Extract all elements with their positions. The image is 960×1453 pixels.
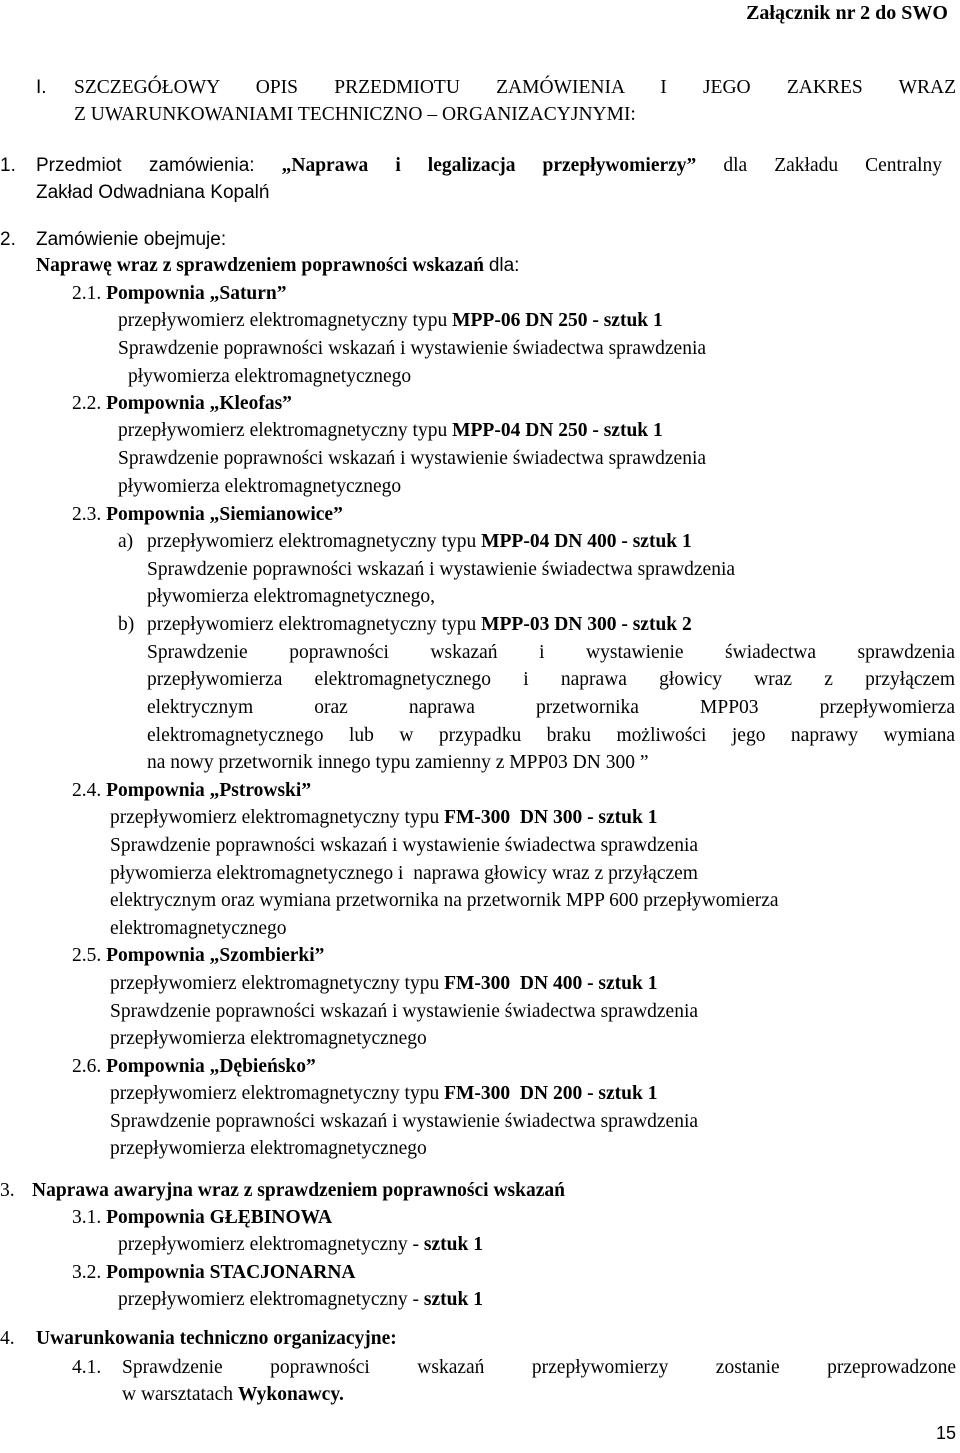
item-2-4-desc-3: elektrycznym oraz wymiana przetwornika na przetwornik MPP 600 przepływomierza (110, 890, 779, 911)
section-4-title: Uwarunkowania techniczno organizacyjne: (36, 1328, 397, 1349)
item-2-5-heading: 2.5. Pompownia „Szombierki” (72, 945, 325, 966)
item-2-3-b-desc-2: przepływomierza elektromagnetycznego i naprawa głowicy wraz z przyłączem (147, 669, 955, 690)
section-1-number: 1. (0, 155, 16, 176)
item-2-1-device: przepływomierz elektromagnetyczny typu MPP-06 DN 250 - sztuk 1 (118, 310, 663, 331)
section-4-number: 4. (0, 1328, 15, 1349)
item-2-3-b-desc-3: elektrycznym oraz naprawa przetwornika MPP03 przepływomierza (147, 697, 955, 718)
item-3-2-heading: 3.2. Pompownia STACJONARNA (72, 1262, 356, 1283)
heading-line-1: SZCZEGÓŁOWY OPIS PRZEDMIOTU ZAMÓWIENIA I JEGO ZAKRES WRAZ (74, 77, 956, 98)
item-2-3-a-device: przepływomierz elektromagnetyczny typu MPP-04 DN 400 - sztuk 1 (147, 531, 692, 552)
item-2-3-b-desc-4: elektromagnetycznego lub w przypadku braku możliwości jego naprawy wymiana (147, 725, 955, 746)
item-2-3-b-desc-5: na nowy przetwornik innego typu zamienny z MPP03 DN 300 ” (147, 752, 649, 773)
item-2-3-a-desc-1: Sprawdzenie poprawności wskazań i wystawienie świadectwa sprawdzenia (147, 559, 736, 580)
item-2-4-device: przepływomierz elektromagnetyczny typu FM-300 DN 300 - sztuk 1 (110, 807, 658, 828)
heading-number: I. (36, 77, 47, 98)
item-2-6-desc-1: Sprawdzenie poprawności wskazań i wystawienie świadectwa sprawdzenia (110, 1111, 699, 1132)
annex-label: Załącznik nr 2 do SWO (746, 2, 948, 24)
section-1-line-1: Przedmiot zamówienia: „Naprawa i legalizacja przepływomierzy” dla Zakładu Centralny (36, 155, 943, 176)
heading-line-2: Z UWARUNKOWANIAMI TECHNICZNO – ORGANIZACYJNYMI: (74, 104, 636, 125)
item-2-6-desc-2: przepływomierza elektromagnetycznego (110, 1138, 427, 1159)
item-4-1-number: 4.1. (72, 1357, 102, 1378)
section-1-line-2: Zakład Odwadniana Kopalń (36, 182, 270, 203)
item-2-1-desc-2: pływomierza elektromagnetycznego (128, 366, 412, 387)
item-2-3-b-desc-1: Sprawdzenie poprawności wskazań i wystawienie świadectwa sprawdzenia (147, 642, 955, 663)
page-number: 15 (935, 1423, 956, 1443)
item-2-5-desc-2: przepływomierza elektromagnetycznego (110, 1028, 427, 1049)
item-4-1-text-2: w warsztatach Wykonawcy. (122, 1384, 344, 1405)
item-2-3-heading: 2.3. Pompownia „Siemianowice” (72, 504, 343, 525)
item-2-5-device: przepływomierz elektromagnetyczny typu FM-300 DN 400 - sztuk 1 (110, 973, 658, 994)
item-2-5-desc-1: Sprawdzenie poprawności wskazań i wystawienie świadectwa sprawdzenia (110, 1001, 699, 1022)
item-2-6-heading: 2.6. Pompownia „Dębieńsko” (72, 1056, 316, 1077)
item-2-4-desc-4: elektromagnetycznego (110, 918, 287, 939)
item-2-3-b-device: przepływomierz elektromagnetyczny typu MPP-03 DN 300 - sztuk 2 (147, 614, 692, 635)
item-2-3-a-desc-2: pływomierza elektromagnetycznego, (147, 586, 436, 607)
item-3-1-device: przepływomierz elektromagnetyczny - sztuk 1 (118, 1234, 483, 1255)
section-2-subtitle: Naprawę wraz z sprawdzeniem poprawności wskazań dla: (36, 255, 520, 276)
item-2-2-device: przepływomierz elektromagnetyczny typu MPP-04 DN 250 - sztuk 1 (118, 420, 663, 441)
item-3-1-heading: 3.1. Pompownia GŁĘBINOWA (72, 1207, 333, 1228)
item-2-3-a-label: a) (118, 531, 134, 552)
item-2-4-desc-1: Sprawdzenie poprawności wskazań i wystawienie świadectwa sprawdzenia (110, 835, 699, 856)
section-3-number: 3. (0, 1180, 15, 1201)
item-2-3-b-label: b) (118, 614, 135, 635)
item-2-1-heading: 2.1. Pompownia „Saturn” (72, 283, 287, 304)
item-2-6-device: przepływomierz elektromagnetyczny typu FM-300 DN 200 - sztuk 1 (110, 1083, 658, 1104)
section-3-title: Naprawa awaryjna wraz z sprawdzeniem poprawności wskazań (32, 1180, 565, 1201)
item-3-2-device: przepływomierz elektromagnetyczny - sztuk 1 (118, 1289, 483, 1310)
item-2-4-heading: 2.4. Pompownia „Pstrowski” (72, 780, 312, 801)
item-2-2-heading: 2.2. Pompownia „Kleofas” (72, 393, 292, 414)
item-2-1-desc-1: Sprawdzenie poprawności wskazań i wystawienie świadectwa sprawdzenia (118, 338, 707, 359)
item-2-2-desc-2: pływomierza elektromagnetycznego (118, 476, 402, 497)
item-2-4-desc-2: pływomierza elektromagnetycznego i naprawa głowicy wraz z przyłączem (110, 863, 698, 884)
item-2-2-desc-1: Sprawdzenie poprawności wskazań i wystawienie świadectwa sprawdzenia (118, 448, 707, 469)
section-2-title: Zamówienie obejmuje: (36, 229, 227, 250)
section-2-number: 2. (0, 229, 16, 250)
item-4-1-text-1: Sprawdzenie poprawności wskazań przepływomierzy zostanie przeprowadzone (122, 1357, 956, 1378)
